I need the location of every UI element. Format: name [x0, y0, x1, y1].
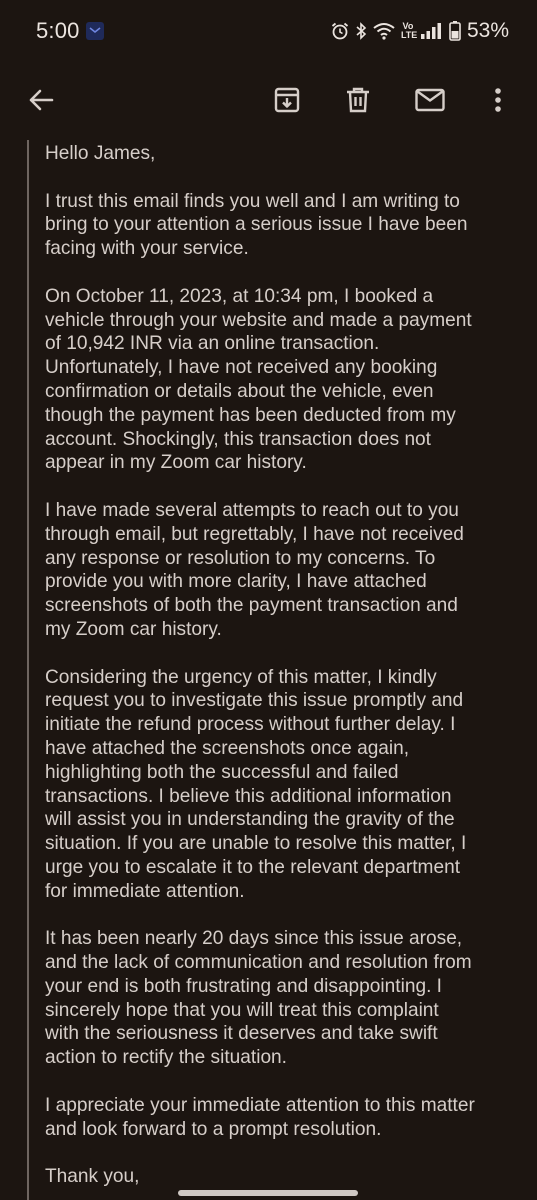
home-indicator[interactable] [178, 1190, 358, 1196]
status-icons [331, 18, 509, 44]
volte-icon: Vo LTE [400, 21, 418, 40]
email-paragraph: It has been nearly 20 days since this issue arose, and the lack of communication and resolution from your end is both frustrating and disappointing. I sincerely hope that you will treat this complaint with the seriousness it deserves and take swift action to rectify the situation. [45, 928, 472, 1069]
archive-icon [274, 87, 300, 113]
more-options-button[interactable] [474, 76, 522, 124]
email-paragraph: Considering the urgency of this matter, I kindly request you to investigate this issue promptly and initiate the refund process without further delay. I have attached the screenshots once again, highlighting both the successful and failed transactions. I believe this additional information will assist you in understanding the gravity of the situation. If you are unable to resolve this matter, I urge you to escalate it to the relevant department for immediate attention. [45, 666, 467, 902]
archive-button[interactable] [263, 76, 311, 124]
signal-icon [421, 23, 443, 39]
battery-percent: 53% [466, 19, 509, 42]
status-time: 5:00 [36, 18, 80, 43]
more-vert-icon [494, 87, 502, 113]
email-message [45, 142, 515, 1200]
email-paragraph: Thank you, [45, 1166, 140, 1188]
bluetooth-icon [355, 22, 367, 40]
battery-icon [449, 21, 461, 41]
wifi-icon [373, 22, 395, 40]
email-paragraph: I trust this email finds you well and I am writing to bring to your attention a serious issue I have been facing with your service. [45, 190, 468, 260]
email-paragraph: On October 11, 2023, at 10:34 pm, I booked a vehicle through your website and made a payment of 10,942 INR via an online transaction. Unfortunately, I have not received any booking confirmation or details about the vehicle, even though the payment has been deducted from my account. Shockingly, this transaction does not appear in my Zoom car history. [45, 285, 472, 474]
email-body [0, 140, 537, 1200]
email-notification-icon [86, 22, 104, 40]
delete-icon [346, 87, 370, 113]
back-button[interactable] [17, 76, 65, 124]
mark-unread-icon [415, 88, 445, 112]
back-arrow-icon [28, 88, 54, 112]
email-paragraph: I appreciate your immediate attention to this matter and look forward to a prompt resolution. [45, 1094, 475, 1140]
delete-button[interactable] [334, 76, 382, 124]
email-toolbar [0, 62, 537, 140]
email-paragraph: Hello James, [45, 143, 156, 164]
alarm-icon [331, 22, 349, 40]
status-bar [0, 0, 537, 62]
email-paragraph: I have made several attempts to reach out to you through email, but regrettably, I have not received any response or resolution to my concerns. To provide you with more clarity, I have attached screenshots of both the payment transaction and my Zoom car history. [45, 499, 464, 640]
quote-bar [27, 140, 29, 1200]
mark-unread-button[interactable] [406, 76, 454, 124]
